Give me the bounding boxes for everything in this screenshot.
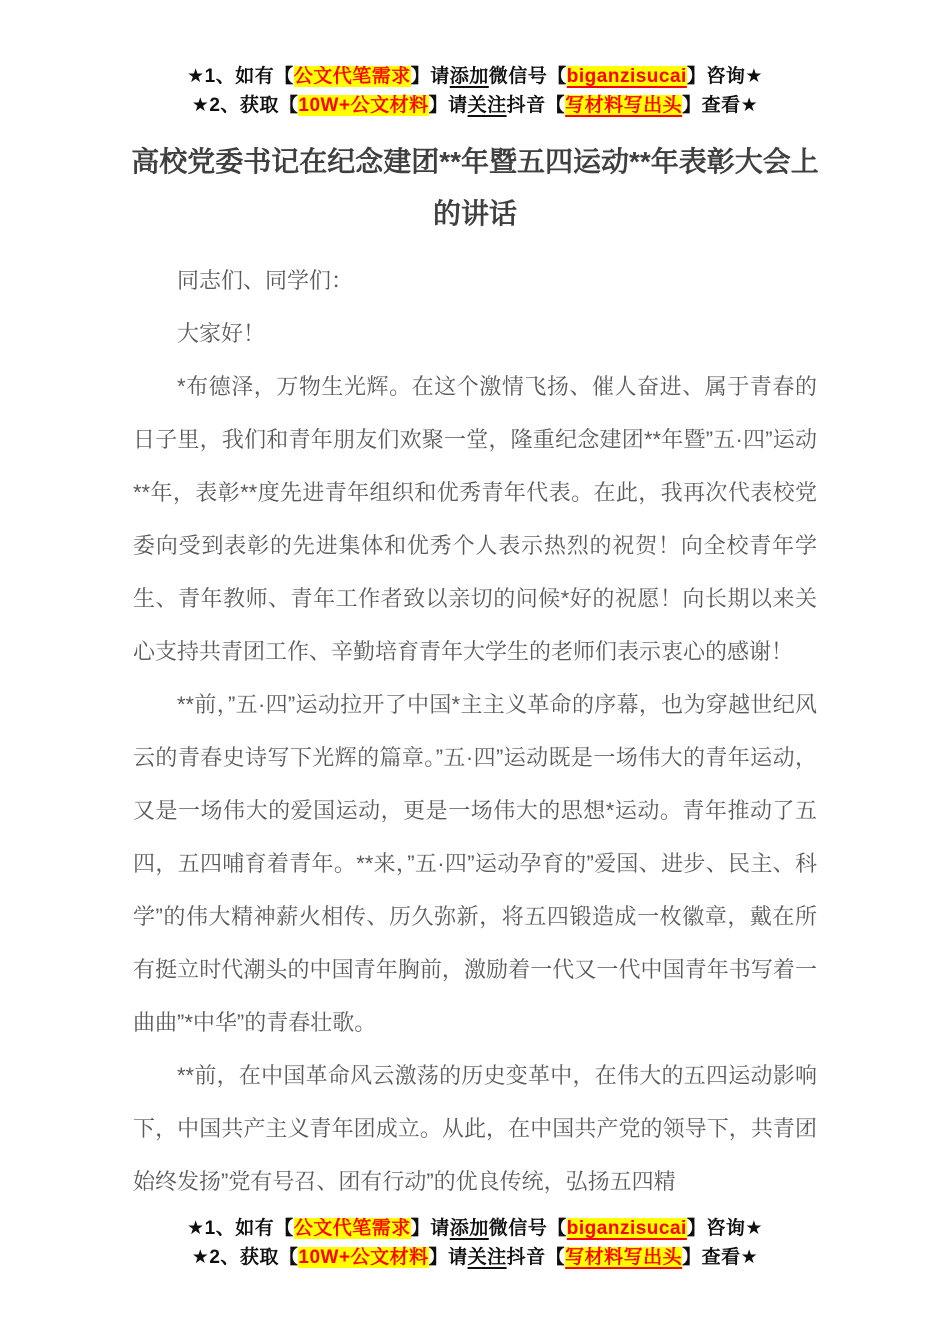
- body-paragraph: **前，在中国革命风云激荡的历史变革中，在伟大的五四运动影响下，中国共产主义青年团成立。从此，在中国共产党的领导下，共青团始终发扬”党有号召、团有行动”的优良传统，弘扬五四精: [133, 1063, 817, 1194]
- promo-text-segment: 】请: [428, 95, 468, 116]
- promo-text-segment: ★2、获取【: [191, 1247, 299, 1268]
- promo-footer-line-2: [0, 1243, 950, 1272]
- promo-text-segment: 添加: [449, 66, 489, 87]
- promo-text-segment: 关注: [467, 95, 507, 116]
- promo-text-segment: ★1、如有【: [187, 1218, 294, 1239]
- promo-text-segment: 】请: [428, 1247, 468, 1268]
- promo-text-segment: 】咨询★: [686, 1218, 763, 1239]
- promo-text-segment: 抖音【: [506, 1247, 566, 1268]
- promo-text-segment: 10W+公文材料: [298, 1247, 429, 1268]
- promo-header-line-1: [0, 62, 950, 91]
- promo-text-segment: 10W+公文材料: [298, 95, 429, 116]
- promo-text-segment: biganzisucai: [566, 66, 687, 87]
- promo-text-segment: 】请: [410, 66, 450, 87]
- document-body: [133, 254, 817, 1208]
- promo-text-segment: 】查看★: [682, 1247, 759, 1268]
- promo-text-segment: 】查看★: [682, 95, 759, 116]
- body-paragraph: **前，”五·四”运动拉开了中国*主主义革命的序幕，也为穿越世纪风云的青春史诗写下光辉的篇章。”五·四”运动既是一场伟大的青年运动，又是一场伟大的爱国运动，更是一场伟大的思想*运动。青年推动了五四，五四哺育着青年。**来，”五·四”运动孕育的”爱国、进步、民主、科学”的伟大精神薪火相传、历久弥新，将五四锻造成一枚徽章，戴在所有挺立时代潮头的中国青年胸前，激励着一代又一代中国青年书写着一曲曲”*中华”的青春壮歌。: [133, 692, 817, 1035]
- promo-footer-line-1: [0, 1214, 950, 1243]
- promo-text-segment: 添加: [449, 1218, 489, 1239]
- promo-footer: [0, 1214, 950, 1272]
- promo-header-line-2: [0, 91, 950, 120]
- promo-text-segment: 】咨询★: [686, 66, 763, 87]
- promo-text-segment: 关注: [467, 1247, 507, 1268]
- promo-text-segment: 写材料写出头: [565, 95, 683, 116]
- promo-header: [0, 0, 950, 120]
- promo-text-segment: ★1、如有【: [187, 66, 294, 87]
- promo-text-segment: 】请: [410, 1218, 450, 1239]
- body-paragraph: 同志们、同学们：: [177, 268, 354, 293]
- document-title: 高校党委书记在纪念建团**年暨五四运动**年表彰大会上的讲话: [131, 146, 819, 229]
- promo-text-segment: 公文代笔需求: [293, 66, 411, 87]
- promo-text-segment: biganzisucai: [566, 1218, 687, 1239]
- promo-text-segment: 抖音【: [506, 95, 566, 116]
- promo-text-segment: 写材料写出头: [565, 1247, 683, 1268]
- promo-text-segment: ★2、获取【: [191, 95, 299, 116]
- body-paragraph: *布德泽，万物生光辉。在这个激情飞扬、催人奋进、属于青春的日子里，我们和青年朋友们欢聚一堂，隆重纪念建团**年暨”五·四”运动**年，表彰**度先进青年组织和优秀青年代表。在此，我再次代表校党委向受到表彰的先进集体和优秀个人表示热烈的祝贺！向全校青年学生、青年教师、青年工作者致以亲切的问候*好的祝愿！向长期以来关心支持共青团工作、辛勤培育青年大学生的老师们表示衷心的感谢！: [133, 374, 817, 664]
- promo-text-segment: 微信号【: [488, 66, 567, 87]
- promo-text-segment: 公文代笔需求: [293, 1218, 411, 1239]
- body-paragraph: 大家好！: [177, 321, 266, 346]
- promo-text-segment: 微信号【: [488, 1218, 567, 1239]
